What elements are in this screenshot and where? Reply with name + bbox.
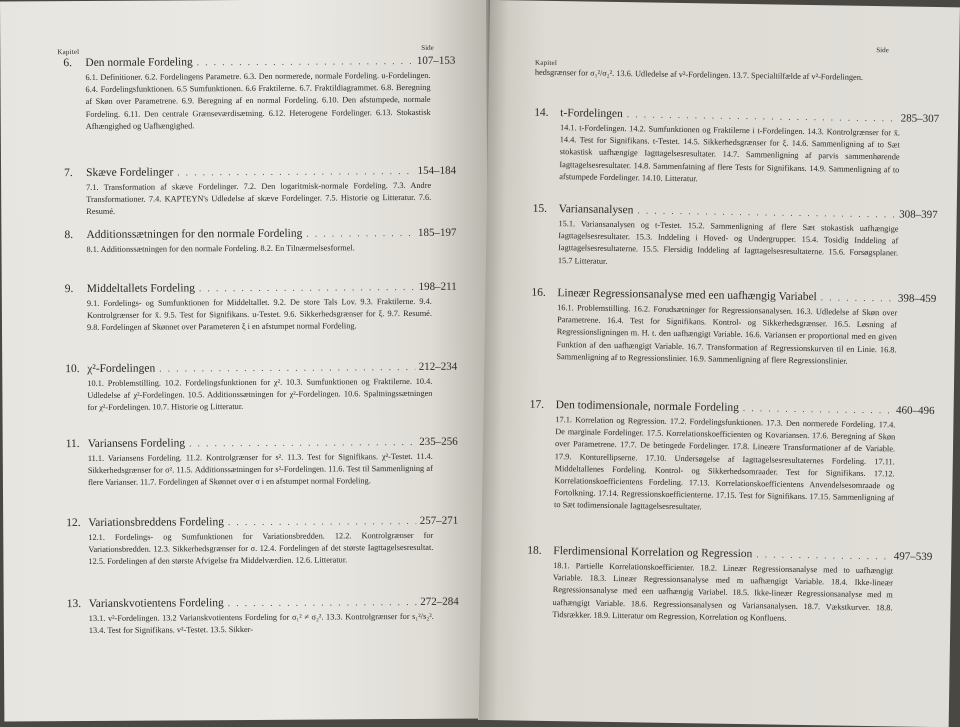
chapter-sections: 12.1. Fordelings- og Sumfunktionen for Variationsbredden. 12.2. Kontrolgrænser for Variationsbredden. 12.3. Sikkerhedsgrænser for σ. 12.4. Fordelingen af det største Iagttagelsesresultat. 12.5. Fordelingen af den største Afvigelse fra Middelværdien. 12.6. Litteratur. xyxy=(88,530,434,567)
leader-dots xyxy=(627,109,897,123)
chapter-sections: 11.1. Variansens Fordeling. 11.2. Kontrolgrænser for s². 11.3. Test for Signifikans. χ²-Testet. 11.4. Sikkerhedsgrænser for σ². 11.5. Additionssætningen for s²-Fordelingen. 11.6. Test til Sammenligning af flere Varianser. 11.7. Fordelingen af Skønnet over σ i en afstumpet normal Fordeling. xyxy=(87,451,433,488)
leader-dots xyxy=(189,437,415,448)
chapter-title: t-Fordelingen xyxy=(560,107,623,121)
chapter-title: Variansanalysen xyxy=(558,203,634,217)
chapter-sections: 8.1. Additionssætningen for den normale Fordeling. 8.2. En Tilnærmelsesformel. xyxy=(86,243,355,254)
chapter-title: Den todimensionale, normale Fordeling xyxy=(555,399,740,414)
chapter-number: 13. xyxy=(66,598,82,611)
chapter-pages: 497–539 xyxy=(893,550,933,564)
chapter-sections: 16.1. Problemstilling. 16.2. Forudsætninger for Regressionsanalysen. 16.3. Udledelse af Skøn over Parametrene. 16.4. Test for Signifikans. Kontrol- og Sikkerhedsgrænser. 16.5. Løsning af Regressionsligningen m. H. t. den uafhængigt Variable. 16.6. Variansen er proportional med en given Funktion af den uafhængigt Variable. 16.7. Transformation af Regressionskurven til en Linie. 16.8. Sammenligning af to Regressionslinier. 16.9. Sammenligning af flere Regressionslinier. xyxy=(556,303,898,366)
toc-entry xyxy=(64,227,456,257)
chapter-sections: 18.1. Partielle Korrelationskoefficienter. 18.2. Lineær Regressionsanalyse med to uafhængigt Variable. 18.3. Lineær Regressionsanalyse med m uafhængigt Variable. 18.4. Ikke-lineær Regressionsanalyse med een uafhængig Variabel. 18.5. Ikke-lineær Regressionsanalyse med m uafhængigt Variable. 18.6. Regressionsanalysen og Variansanalysen. 18.7. Vækstkurver. 18.8. Tidsrækker. 18.9. Litteratur om Regression, Korrelation og Konfluens. xyxy=(552,561,894,623)
toc-entry xyxy=(530,287,936,369)
chapter-number: 9. xyxy=(64,283,74,296)
toc-entry xyxy=(64,165,456,219)
leader-dots xyxy=(743,403,892,415)
side-header: Side xyxy=(876,46,889,55)
toc-entry xyxy=(532,203,938,273)
chapter-number: 17. xyxy=(529,398,545,411)
chapter-number: 6. xyxy=(63,57,73,70)
kapitel-header: Kapitel xyxy=(534,58,558,68)
toc-entry xyxy=(67,596,459,638)
chapter-number: 15. xyxy=(532,202,548,215)
leader-dots xyxy=(821,292,894,303)
chapter-title: Skæve Fordelinger xyxy=(86,166,174,179)
toc-entry xyxy=(66,515,458,569)
chapter-pages: 212–234 xyxy=(418,360,458,373)
chapter-title: Lineær Regressionsanalyse med een uafhængig Variabel xyxy=(557,287,817,304)
chapter-number: 14. xyxy=(534,106,549,119)
leader-dots xyxy=(756,549,890,561)
toc-entry xyxy=(65,281,457,335)
chapter-title: Middeltallets Fordeling xyxy=(86,282,196,295)
chapter-sections: 7.1. Transformation af skæve Fordelinger. 7.2. Den logaritmisk-normale Fordeling. 7.3. Andre Transformationer. 7.4. KAPTEYN's Udledelse af skæve Fordelinger. 7.5. Historie og Litteratur. 7.6. Resumé. xyxy=(86,180,432,217)
chapter-pages: 272–284 xyxy=(420,595,459,608)
chapter-pages: 185–197 xyxy=(417,226,457,239)
chapter-number: 12. xyxy=(66,517,81,530)
toc-entry xyxy=(63,55,455,133)
chapter-pages: 107–153 xyxy=(416,54,456,67)
chapter-pages: 460–496 xyxy=(896,404,935,418)
chapter-number: 7. xyxy=(64,167,73,180)
leader-dots xyxy=(199,282,415,293)
chapter-sections: 14.1. t-Fordelingen. 14.2. Sumfunktionen og Fraktilerne i t-Fordelingen. 14.3. Kontrolgrænser for x̄. 14.4. Test for Signifikans. t-Testet. 14.5. Sikkerhedsgrænser for ξ. 14.6. Sammenligning af to Sæt stokastisk uafhængige Iagttagelsesresultater. 14.7. Sammenligning af parvis sammenhørende Iagttagelsesresultater. 14.8. Sammenfatning af flere Tests for Signifikans. 14.9. Sammenligning af to afstumpede Fordelinger. 14.10. Litteratur. xyxy=(559,123,901,184)
chapter-pages: 285–307 xyxy=(900,112,940,126)
toc-entry xyxy=(65,361,457,415)
kapitel-header: Kapitel xyxy=(57,48,80,57)
leader-dots xyxy=(197,56,413,67)
chapter-pages: 398–459 xyxy=(897,292,937,306)
chapter-pages: 154–184 xyxy=(417,164,457,177)
leader-dots xyxy=(228,597,416,608)
chapter-title: Den normale Fordeling xyxy=(85,56,193,69)
leader-dots xyxy=(177,166,413,177)
chapter-pages: 235–256 xyxy=(419,435,458,448)
leader-dots xyxy=(159,362,415,374)
leader-dots xyxy=(306,228,414,239)
chapter-pages: 308–397 xyxy=(899,208,938,222)
chapter-title: χ²-Fordelingen xyxy=(87,362,156,375)
chapter-title: Variansens Fordeling xyxy=(87,437,186,450)
chapter-number: 8. xyxy=(64,229,74,242)
chapter-sections: 9.1. Fordelings- og Sumfunktionen for Middeltallet. 9.2. De store Tals Lov. 9.3. Fraktilerne. 9.4. Kontrolgrænser for x̄. 9.5. Test for Signifikans. u-Testet. 9.6. Sikkerhedsgrænser for ξ. 9.7. Resumé. 9.8. Fordelingen af Skønnet over Parameteren ξ i en afstumpet normal Fordeling. xyxy=(86,296,432,333)
chapter-pages: 198–211 xyxy=(418,280,457,293)
toc-entry xyxy=(528,399,935,518)
toc-entry xyxy=(533,107,939,189)
chapter-number: 18. xyxy=(527,544,542,557)
chapter-title: Variationsbreddens Fordeling xyxy=(88,516,224,529)
chapter-sections: 6.1. Definitioner. 6.2. Fordelingens Parametre. 6.3. Den normerede, normale Fordeling. u-Fordelingen. 6.4. Fordelingsfunktionen. 6.5 Sumfunktionen. 6.6 Fraktilerne. 6.7. Fraktildiagrammet. 6.8. Beregning af Skøn over Parametrene. 6.9. Beregning af en normal Fordeling. 6.10. Den afstumpede, normale Fordeling. 6.11. Den centrale Grænseværdisætning. 6.12. Heterogene Fordelinger. 6.13. Stokastisk Afhængighed og Uafhængighed. xyxy=(85,70,431,131)
leader-dots xyxy=(228,516,416,527)
chapter-sections: 13.1. v²-Fordelingen. 13.2 Varianskvotientens Fordeling for σ₁² ≠ σ₂². 13.3. Kontrolgrænser for s₁²/s₂². 13.4. Test for Signifikans. v²-Testet. 13.5. Sikker- xyxy=(88,611,434,636)
leader-dots xyxy=(637,205,895,219)
toc-entry xyxy=(66,436,458,490)
chapter-sections: 15.1. Variansanalysen og t-Testet. 15.2. Sammenligning af flere Sæt stokastisk uafhængige Iagttagelsesresultater. 15.3. Inddeling i Hoved- og Undergrupper. 15.4. Tosidig Inddeling af Iagttagelsesresultaterne. 15.5. Flersidig Inddeling af Iagttagelsesresultaterne. 15.6. Forsøgsplaner. 15.7 Litteratur. xyxy=(557,219,899,266)
toc-continuation xyxy=(535,67,940,86)
chapter-number: 11. xyxy=(65,438,80,451)
chapter-pages: 257–271 xyxy=(419,514,459,527)
chapter-title: Varianskvotientens Fordeling xyxy=(88,597,224,610)
chapter-title: Additionssætningen for den normale Fordeling xyxy=(86,227,303,241)
chapter-sections: 10.1. Problemstilling. 10.2. Fordelingsfunktionen for χ². 10.3. Sumfunktionen og Fraktilerne. 10.4. Udledelse af χ²-Fordelingen. 10.5. Additionssætningen for χ²-Fordelingen. 10.6. Spaltningssætningen for χ²-Fordelingen. 10.7. Historie og Litteratur. xyxy=(87,376,433,413)
side-header: Side xyxy=(421,43,434,52)
chapter-title: Flerdimensional Korrelation og Regression xyxy=(553,545,753,561)
chapter-number: 10. xyxy=(65,363,80,376)
continued-sections: hedsgrænser for σ₁²/σ₂². 13.6. Udledelse af v²-Fordelingen. 13.7. Specialtilfælde af v²-Fordelingen. xyxy=(534,67,864,82)
toc-entry xyxy=(526,545,932,627)
right-page xyxy=(479,0,960,727)
chapter-number: 16. xyxy=(531,286,546,299)
chapter-sections: 17.1. Korrelation og Regression. 17.2. Fordelingsfunktionen. 17.3. Den normerede Fordeling. 17.4. De marginale Fordelinger. 17.5. Korrelationskoefficienten og Kovariansen. 17.6. Beregning af Skøn over Parametrene. 17.7. De betingede Fordelinger. 17.8. Lineære Transformationer af de Variable. 17.9. Konturellipserne. 17.10. Undersøgelse af Iagttagelsesresultaternes Fordeling. 17.11. Middeltallenes Fordeling. Kontrol- og Sikkerhedsomraader. Test for Signifikans. 17.12. Korrelationskoefficientens Fordeling. 17.13. Korrelationskoefficientens Anvendelsesomraade og Fortolkning. 17.14. Regressionskoefficienterne. 17.15. Test for Signifikans. 17.15. Sammenligning af to Sæt todimensionale Iagttagelsesresultater. xyxy=(554,415,896,512)
